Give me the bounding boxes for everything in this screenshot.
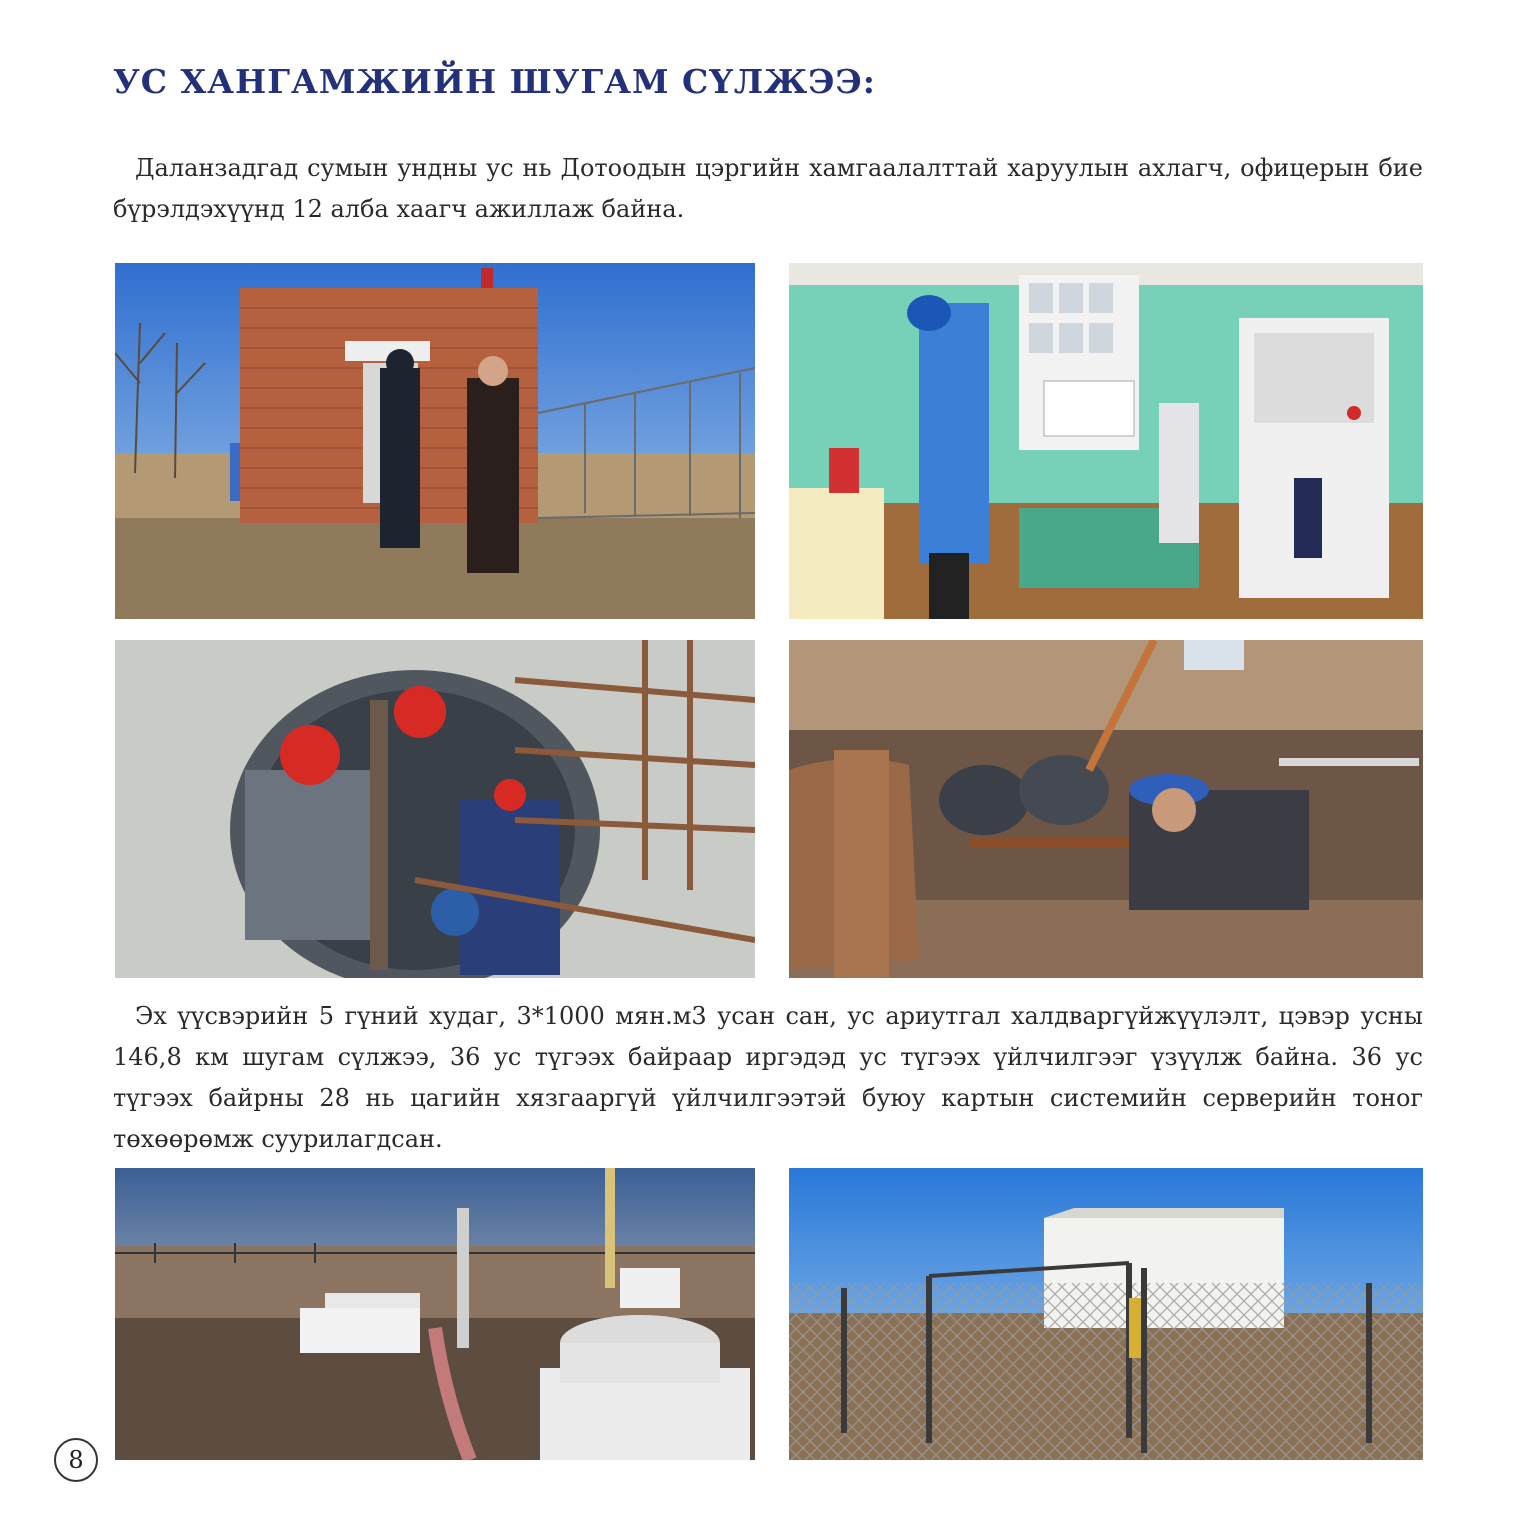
page-title: УС ХАНГАМЖИЙН ШУГАМ СҮЛЖЭЭ: — [113, 62, 876, 101]
page-number: 8 — [54, 1438, 98, 1482]
intro-paragraph: Даланзадгад сумын ундны ус нь Дотоодын цэргийн хамгаалалттай харуулын ахлагч, офицерын бие бүрэлдэхүүнд 12 алба хаагч ажиллаж байна. — [113, 154, 1423, 223]
photo-disinfection-room — [789, 263, 1423, 619]
photo-pump-house — [115, 263, 755, 619]
photo-fenced-building — [789, 1168, 1423, 1460]
photo-well-chamber — [115, 640, 755, 978]
services-paragraph: Эх үүсвэрийн 5 гүний худаг, 3*1000 мян.м3 усан сан, ус ариутгал халдваргүйжүүлэлт, цэвэр усны 146,8 км шугам сүлжээ, 36 ус түгээх байраар иргэдэд ус түгээх үйлчилгээг үзүүлж байна. 36 ус түгээх байрны 28 нь цагийн хязгааргүй үйлчилгээтэй буюу картын системийн серверийн тоног төхөөрөмж суурилагдсан. — [113, 1002, 1423, 1153]
photo-wellheads — [115, 1168, 755, 1460]
photo-pipe-repair — [789, 640, 1423, 978]
